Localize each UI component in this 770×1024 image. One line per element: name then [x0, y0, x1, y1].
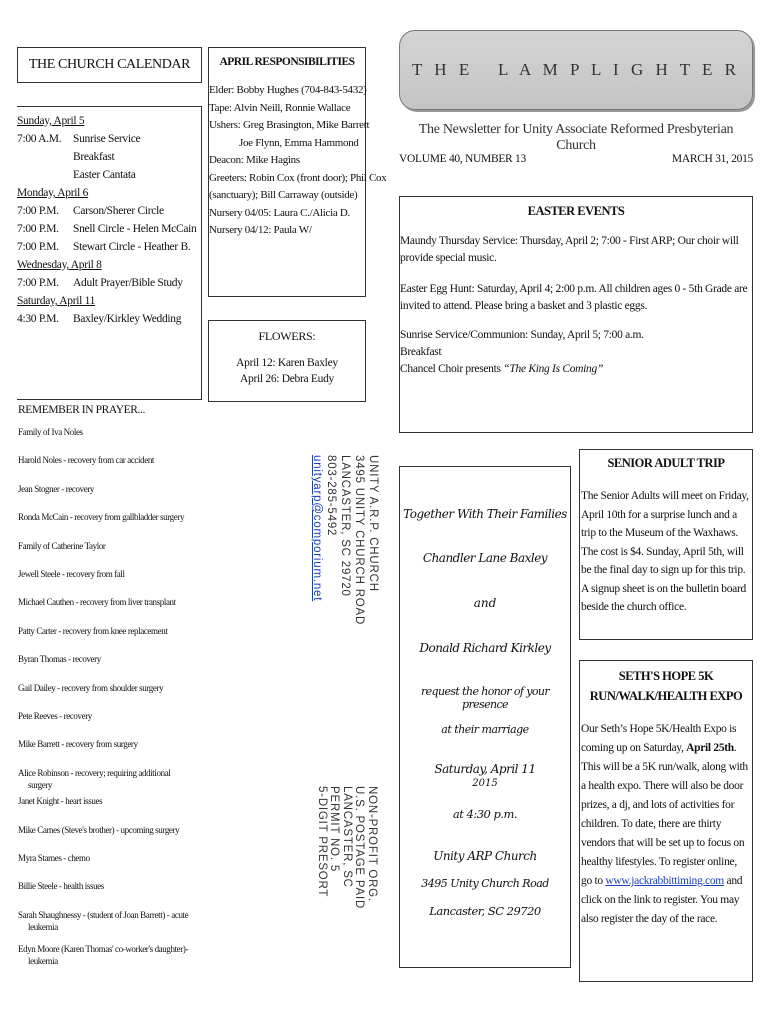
wedding-line-1: Together With Their Families — [403, 507, 567, 521]
responsibility-line: Greeters: Robin Cox (front door); Phil Cox — [209, 171, 387, 184]
prayer-item: Family of Catherine Taylor — [18, 540, 106, 551]
prayer-item: Patty Carter - recovery from knee replacement — [18, 625, 168, 636]
prayer-item: Michael Cauthen - recovery from liver transplant — [18, 597, 176, 608]
calendar-event — [17, 310, 201, 328]
masthead-date: MARCH 31, 2015 — [671, 153, 753, 165]
easter-paragraph-2: Easter Egg Hunt: Saturday, April 4; 2:00 p.m. All children ages 0 - 5th Grade are invited to attend. Please bring a basket and 3 plastic eggs. — [400, 283, 748, 312]
easter-events-title: EASTER EVENTS — [527, 204, 625, 218]
calendar-event — [17, 148, 201, 166]
postage-line-1: NON-PROFIT ORG. — [366, 786, 378, 902]
wedding-groom: Donald Richard Kirkley — [419, 641, 551, 655]
wedding-bride: Chandler Lane Baxley — [422, 551, 548, 565]
calendar-title: THE CHURCH CALENDAR — [28, 57, 191, 72]
flowers-line-1: April 12: Karen Baxley — [236, 357, 338, 369]
responsibility-line: Deacon: Mike Hagins — [209, 154, 300, 166]
calendar-day-heading: Saturday, April 11 — [17, 295, 96, 307]
senior-trip-box — [579, 449, 753, 640]
postage-line-2: U.S. POSTAGE PAID — [353, 786, 366, 910]
calendar-event — [17, 274, 201, 292]
postage-line-5: 5-DIGIT PRESORT — [316, 786, 328, 898]
flowers-title: FLOWERS: — [258, 329, 316, 343]
responsibility-line: Ushers: Greg Brasington, Mike Barrett — [209, 119, 370, 131]
mailing-address — [310, 455, 380, 625]
calendar-event-time — [17, 166, 73, 184]
calendar-event-time — [17, 148, 73, 166]
seths-hope-box — [579, 660, 753, 982]
calendar-box — [17, 106, 202, 400]
seths-hope-body — [580, 720, 752, 929]
prayer-item: Sarah Shaughnessy - (student of Joan Barrett) - acute leukemia — [18, 909, 189, 932]
responsibilities-list — [209, 82, 387, 240]
calendar-event-time: 7:00 P.M. — [17, 241, 59, 253]
prayer-item: Billie Steele - health issues — [18, 881, 104, 892]
prayer-item: Ronda McCain - recovery from gallbladder surgery — [18, 512, 185, 523]
seths-hope-date: April 25th — [686, 742, 734, 754]
calendar-event-desc: Carson/Sherer Circle — [73, 205, 164, 217]
calendar-day-heading: Wednesday, April 8 — [17, 259, 102, 271]
postage-indicia — [316, 786, 379, 909]
calendar-list — [17, 107, 201, 328]
easter-paragraph-3b: Breakfast — [400, 346, 442, 358]
calendar-event-time: 7:00 A.M. — [17, 133, 62, 145]
responsibility-line: Joe Flynn, Emma Hammond — [239, 136, 359, 149]
calendar-event — [17, 202, 201, 220]
calendar-event — [17, 220, 201, 238]
calendar-event — [17, 238, 201, 256]
flowers-line-2: April 26: Debra Eudy — [240, 372, 334, 385]
masthead-banner — [399, 30, 753, 110]
easter-events-box — [399, 196, 753, 433]
address-line-4: 803-285-5492 — [325, 455, 337, 537]
prayer-item: Janet Knight - heart issues — [18, 796, 103, 807]
seths-hope-text-3: and click on the link to register. You may also register the day of the race. — [581, 875, 743, 925]
wedding-year: 2015 — [472, 778, 498, 789]
responsibility-line: Nursery 04/05: Laura C./Alicia D. — [209, 206, 351, 219]
senior-trip-body: The Senior Adults will meet on Friday, April 10th for a surprise lunch and a trip to the Museum of the Waxhaws. The cost is $4. Sunday, April 5th, will be the final day to sign up for this trip. A signup sheet is on the bulletin board beside the church office. — [581, 490, 749, 613]
easter-paragraph-3c — [400, 361, 752, 378]
wedding-time: at 4:30 p.m. — [452, 807, 518, 821]
seths-hope-title-1: SETH'S HOPE 5K — [618, 669, 714, 683]
prayer-item: Jean Stogner - recovery — [18, 483, 95, 494]
prayer-title: REMEMBER IN PRAYER... — [18, 404, 145, 416]
calendar-day-heading: Monday, April 6 — [17, 187, 89, 199]
easter-cantata-name: “The King Is Coming” — [503, 363, 604, 375]
calendar-event-time: 7:00 P.M. — [17, 205, 59, 217]
address-line-3: LANCASTER, SC 29720 — [339, 455, 351, 597]
masthead-title: T H E L A M P L I G H T E R — [411, 60, 741, 79]
responsibility-line: Nursery 04/12: Paula W/ — [209, 224, 312, 236]
responsibility-line: Tape: Alvin Neill, Ronnie Wallace — [209, 101, 351, 114]
prayer-item: Family of Iva Noles — [18, 427, 83, 437]
seths-hope-register-link[interactable]: www.jackrabbittiming.com — [605, 875, 724, 887]
calendar-event-desc: Sunrise Service — [73, 133, 141, 145]
calendar-event-time: 4:30 P.M. — [17, 313, 59, 325]
easter-paragraph-3a: Sunrise Service/Communion: Sunday, April 5; 7:00 a.m. — [400, 329, 644, 341]
wedding-line-6: at their marriage — [441, 723, 529, 736]
calendar-event — [17, 130, 201, 148]
calendar-event-desc: Breakfast — [73, 151, 115, 163]
address-line-1: UNITY A.R.P. CHURCH — [367, 455, 379, 592]
wedding-and: and — [473, 596, 497, 610]
masthead-volume: VOLUME 40, NUMBER 13 — [399, 153, 526, 165]
calendar-event-desc: Snell Circle - Helen McCain — [73, 223, 197, 235]
prayer-item: Edyn Moore (Karen Thomas' co-worker's daughter)- leukemia — [18, 944, 189, 967]
calendar-event-desc: Stewart Circle - Heather B. — [73, 241, 191, 253]
wedding-invitation-box — [399, 466, 571, 968]
wedding-line-5: request the honor of your presence — [420, 685, 550, 711]
wedding-city: Lancaster, SC 29720 — [429, 904, 541, 918]
seths-hope-title-2: RUN/WALK/HEALTH EXPO — [589, 689, 743, 703]
prayer-item: Jewell Steele - recovery from fall — [18, 569, 125, 579]
prayer-item: Mike Barrett - recovery from surgery — [18, 739, 138, 750]
wedding-venue: Unity ARP Church — [433, 849, 537, 863]
address-line-2: 3495 UNITY CHURCH ROAD — [353, 455, 365, 626]
responsibility-line: (sanctuary); Bill Carraway (outside) — [209, 189, 358, 201]
responsibilities-title: APRIL RESPONSIBILITIES — [219, 56, 355, 68]
prayer-item: Mike Carnes (Steve's brother) - upcoming surgery — [18, 824, 180, 835]
wedding-street: 3495 Unity Church Road — [421, 877, 549, 890]
wedding-date: Saturday, April 11 — [434, 762, 536, 776]
calendar-event-desc: Easter Cantata — [73, 169, 136, 181]
calendar-event — [17, 166, 201, 184]
calendar-event-desc: Adult Prayer/Bible Study — [73, 277, 183, 289]
prayer-item: Gail Dailey - recovery from shoulder surgery — [18, 682, 164, 693]
prayer-item: Harold Noles - recovery from car accident — [18, 455, 155, 466]
responsibility-line: Elder: Bobby Hughes (704-843-5432) — [209, 84, 367, 96]
prayer-item: Pete Reeves - recovery — [18, 711, 92, 721]
prayer-item: Byran Thomas - recovery — [18, 654, 101, 665]
easter-choir-label: Chancel Choir presents — [400, 363, 504, 375]
senior-trip-title: SENIOR ADULT TRIP — [607, 456, 725, 470]
calendar-event-time: 7:00 P.M. — [17, 277, 59, 289]
postage-line-3: LANCASTER, SC — [341, 786, 353, 888]
easter-paragraph-1: Maundy Thursday Service: Thursday, April 2; 7:00 - First ARP; Our choir will provide special music. — [400, 235, 739, 264]
seths-hope-text-2: . This will be a 5K run/walk, along with a health expo. There will also be door prizes, a dj, and lots of activities for children. To date, there are thirty vendors that will be set up to focus on healthy lifestyles. To register online, go to — [581, 742, 748, 887]
calendar-event-desc: Baxley/Kirkley Wedding — [73, 313, 182, 325]
prayer-item: Myra Starnes - chemo — [18, 853, 90, 863]
seths-hope-text-1: Our Seth’s Hope 5K/Health Expo is coming up on Saturday, — [581, 723, 737, 754]
calendar-day-heading: Sunday, April 5 — [17, 115, 85, 127]
postage-line-4: PERMIT NO. 5 — [328, 786, 341, 873]
responsibilities-box — [208, 47, 387, 297]
address-email[interactable]: unityarp@comporium.net — [311, 455, 323, 602]
masthead-subtitle: The Newsletter for Unity Associate Reformed Presbyterian Church — [418, 122, 734, 153]
calendar-title-box — [17, 47, 202, 83]
prayer-item: Alice Robinson - recovery; requiring additional surgery — [18, 767, 171, 790]
flowers-box — [208, 320, 366, 402]
calendar-event-time: 7:00 P.M. — [17, 223, 59, 235]
